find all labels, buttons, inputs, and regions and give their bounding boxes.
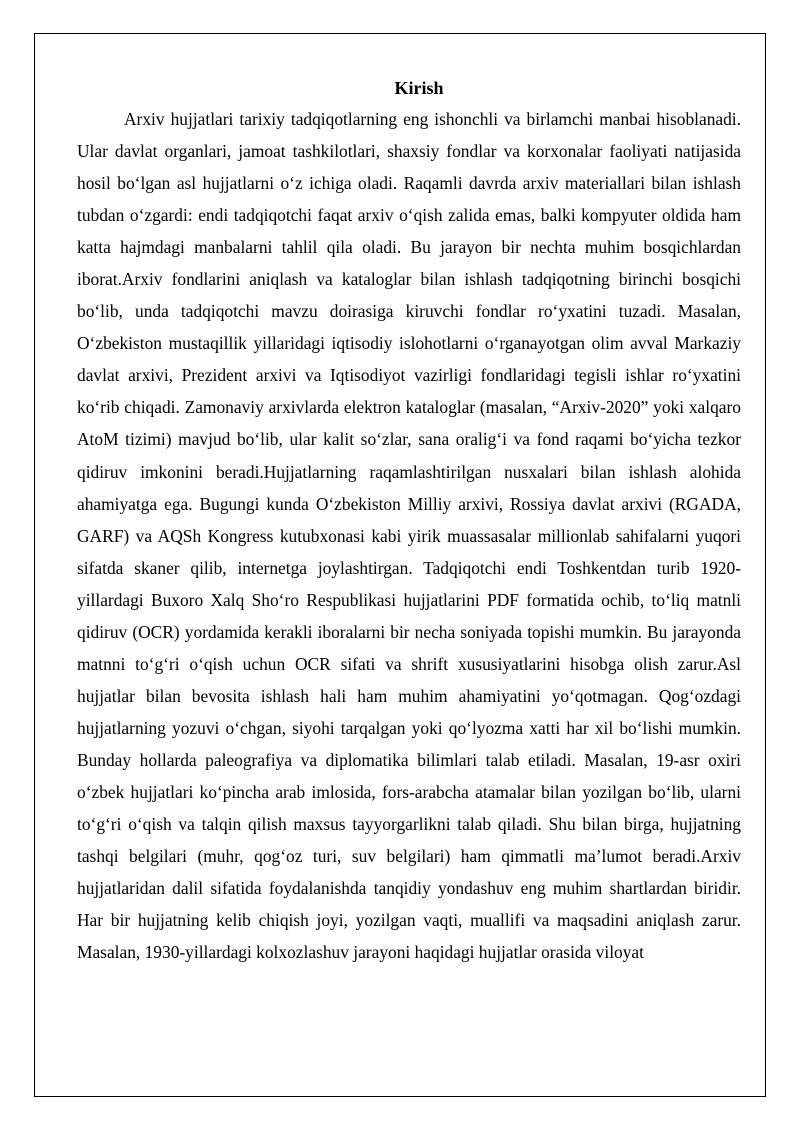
document-body	[77, 73, 741, 968]
body-paragraph: Arxiv hujjatlari tarixiy tadqiqotlarning eng ishonchli va birlamchi manbai hisoblanadi. Ular davlat organlari, jamoat tashkilotlari, shaxsiy fondlar va korxonalar faoliyati natijasida hosil bo‘lgan asl hujjatlarni o‘z ichiga oladi. Raqamli davrda arxiv materiallari bilan ishlash tubdan o‘zgardi: endi tadqiqotchi faqat arxiv o‘qish zalida emas, balki kompyuter oldida ham katta hajmdagi manbalarni tahlil qila oladi. Bu jarayon bir nechta muhim bosqichlardan iborat.Arxiv fondlarini aniqlash va kataloglar bilan ishlash tadqiqotning birinchi bosqichi bo‘lib, unda tadqiqotchi mavzu doirasiga kiruvchi fondlar ro‘yxatini tuzadi. Masalan, O‘zbekiston mustaqillik yillaridagi iqtisodiy islohotlarni o‘rganayotgan olim avval Markaziy davlat arxivi, Prezident arxivi va Iqtisodiyot vazirligi fondlaridagi tegisli ishlar ro‘yxatini ko‘rib chiqadi. Zamonaviy arxivlarda elektron kataloglar (masalan, “Arxiv-2020” yoki xalqaro AtoM tizimi) mavjud bo‘lib, ular kalit so‘zlar, sana oralig‘i va fond raqami bo‘yicha tezkor qidiruv imkonini beradi.Hujjatlarning raqamlashtirilgan nusxalari bilan ishlash alohida ahamiyatga ega. Bugungi kunda O‘zbekiston Milliy arxivi, Rossiya davlat arxivi (RGADA, GARF) va AQSh Kongress kutubxonasi kabi yirik muassasalar millionlab sahifalarni yuqori sifatda skaner qilib, internetga joylashtirgan. Tadqiqotchi endi Toshkentdan turib 1920-yillardagi Buxoro Xalq Sho‘ro Respublikasi hujjatlarini PDF formatida ochib, to‘liq matnli qidiruv (OCR) yordamida kerakli iboralarni bir necha soniyada topishi mumkin. Bu jarayonda matnni to‘g‘ri o‘qish uchun OCR sifati va shrift xususiyatlarini hisobga olish zarur.Asl hujjatlar bilan bevosita ishlash hali ham muhim ahamiyatini yo‘qotmagan. Qog‘ozdagi hujjatlarning yozuvi o‘chgan, siyohi tarqalgan yoki qo‘lyozma xatti har xil bo‘lishi mumkin. Bunday hollarda paleografiya va diplomatika bilimlari talab etiladi. Masalan, 19-asr oxiri o‘zbek hujjatlari ko‘pincha arab imlosida, fors-arabcha atamalar bilan yozilgan bo‘lib, ularni to‘g‘ri o‘qish va talqin qilish maxsus tayyorgarlikni talab qiladi. Shu bilan birga, hujjatning tashqi belgilari (muhr, qog‘oz turi, suv belgilari) ham qimmatli ma’lumot beradi.Arxiv hujjatlaridan dalil sifatida foydalanishda tanqidiy yondashuv eng muhim shartlardan biridir. Har bir hujjatning kelib chiqish joyi, yozilgan vaqti, muallifi va maqsadini aniqlash zarur. Masalan, 1930-yillardagi kolxozlashuv jarayoni haqidagi hujjatlar orasida viloyat	[77, 109, 741, 963]
document-title: Kirish	[394, 78, 444, 98]
